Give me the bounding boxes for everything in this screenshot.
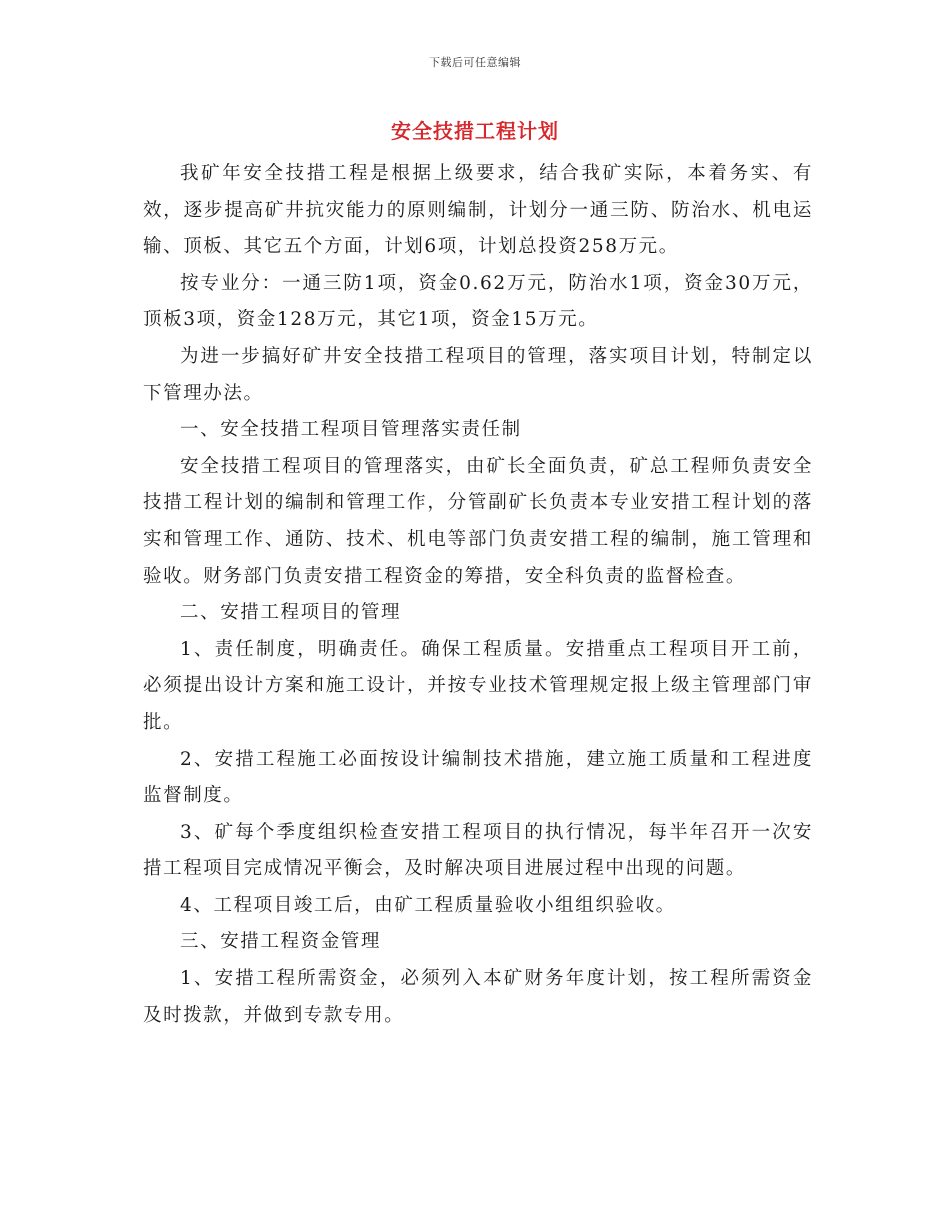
list-item-4: 4、工程项目竣工后，由矿工程质量验收小组组织验收。: [180, 894, 676, 916]
paragraph-purpose: 为进一步搞好矿井安全技措工程项目的管理，落实项目计划，特制定以下管理办法。: [143, 345, 813, 404]
list-item-1: 1、责任制度，明确责任。确保工程质量。安措重点工程项目开工前，必须提出设计方案和施工设计，并按专业技术管理规定报上级主管理部门审批。: [143, 638, 813, 733]
paragraph-intro: 我矿年安全技措工程是根据上级要求，结合我矿实际，本着务实、有效，逐步提高矿井抗灾能力的原则编制，计划分一通三防、防治水、机电运输、顶板、其它五个方面，计划6项，计划总投资258万元。: [143, 163, 813, 258]
list-item-2: 2、安措工程施工必面按设计编制技术措施，建立施工质量和工程进度监督制度。: [143, 748, 813, 807]
document-title: 安全技措工程计划: [391, 119, 559, 143]
document-body: [143, 156, 813, 1034]
paragraph-by-specialty: 按专业分：一通三防1项，资金0.62万元，防治水1项，资金30万元，顶板3项，资金128万元，其它1项，资金15万元。: [143, 272, 813, 331]
header-note: 下载后可任意编辑: [429, 56, 521, 69]
list-item-3: 3、矿每个季度组织检查安措工程项目的执行情况，每半年召开一次安措工程项目完成情况平衡会，及时解决项目进展过程中出现的问题。: [143, 821, 813, 880]
section-heading-1: 一、安全技措工程项目管理落实责任制: [180, 419, 522, 441]
list-item-funds-1: 1、安措工程所需资金，必须列入本矿财务年度计划，按工程所需资金及时拨款，并做到专款专用。: [143, 968, 813, 1026]
section-heading-2: 二、安措工程项目的管理: [180, 602, 402, 624]
section-heading-3: 三、安措工程资金管理: [180, 931, 382, 953]
paragraph-responsibility: 安全技措工程项目的管理落实，由矿长全面负责，矿总工程师负责安全技措工程计划的编制和管理工作，分管副矿长负责本专业安措工程计划的落实和管理工作、通防、技术、机电等部门负责安措工程的编制，施工管理和验收。财务部门负责安措工程资金的筹措，安全科负责的监督检查。: [143, 455, 813, 587]
